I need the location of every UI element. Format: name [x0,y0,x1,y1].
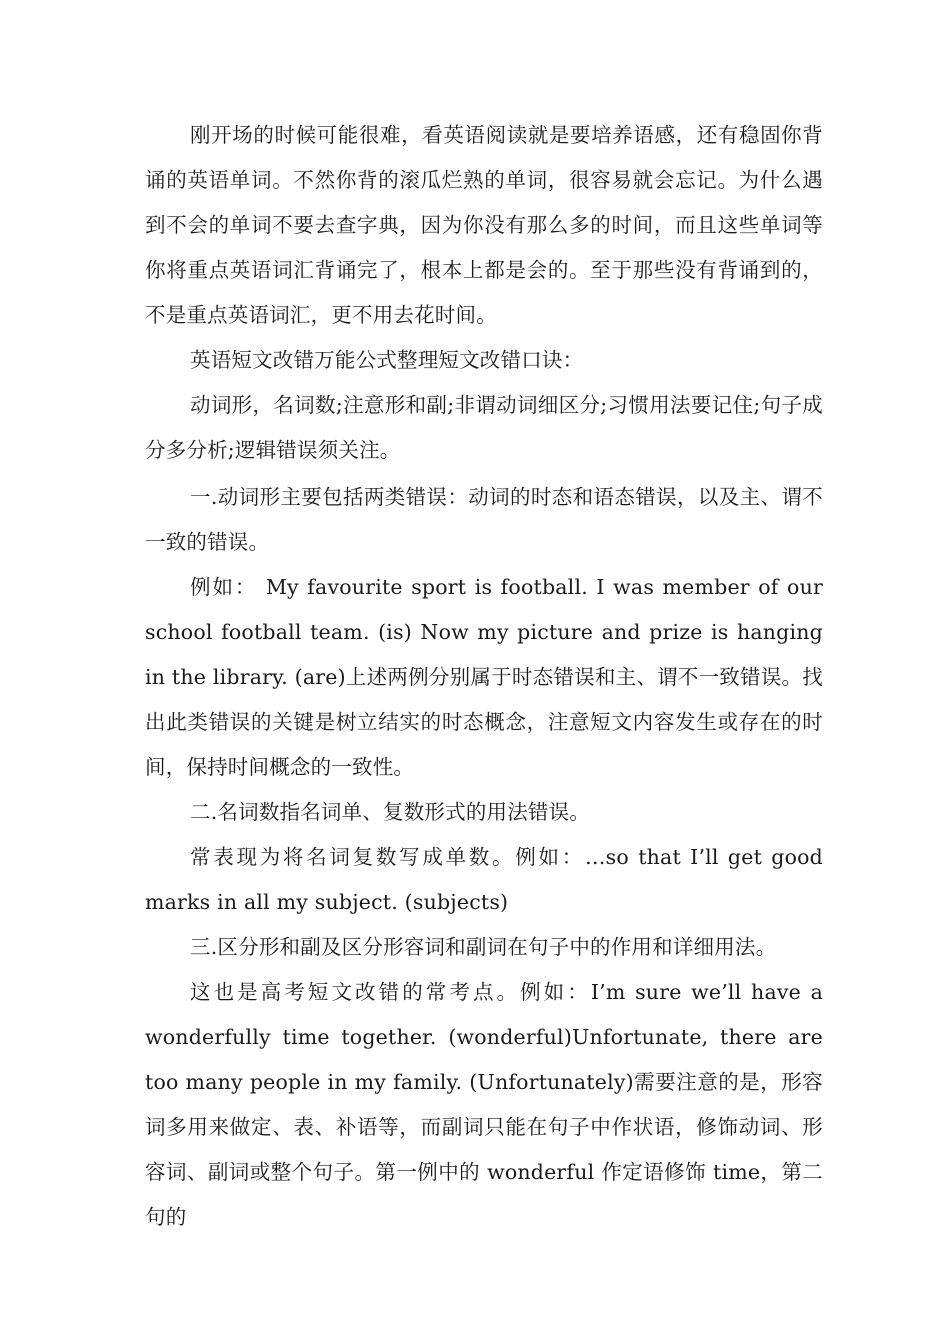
document-body [145,113,823,1240]
paragraph-formula-heading: 英语短文改错万能公式整理短文改错口诀： [190,348,584,372]
paragraph-section-1: 一.动词形主要包括两类错误：动词的时态和语态错误，以及主、谓不一致的错误。 [145,485,823,554]
paragraph-section-2: 二.名词数指名词单、复数形式的用法错误。 [190,800,591,824]
paragraph-section-3: 三.区分形和副及区分形容词和副词在句子中的作用和详细用法。 [190,935,777,959]
paragraph-example-2: 常表现为将名词复数写成单数。例如：…so that I’ll get good marks in all my subject. (subjects) [145,845,823,914]
paragraph-example-3: 这也是高考短文改错的常考点。例如：I’m sure we’ll have a wonderfully time together. (wonderful)Unfortunate, there are too many people in my family. (Unfortunately)需要注意的是，形容词多用来做定、表、补语等，而副词只能在句子中作状语，修饰动词、形容词、副词或整个句子。第一例中的 wonderful 作定语修饰 time，第二句的 [145,980,823,1229]
paragraph-mnemonic: 动词形，名词数;注意形和副;非谓动词细区分;习惯用法要记住;句子成分多分析;逻辑错误须关注。 [145,393,823,462]
paragraph-example-1: 例如： My favourite sport is football. I was member of our school football team. (is) Now my picture and prize is hanging in the library. (are)上述两例分别属于时态错误和主、谓不一致错误。找出此类错误的关键是树立结实的时态概念，注意短文内容发生或存在的时间，保持时间概念的一致性。 [145,575,823,779]
paragraph-reading-advice: 刚开场的时候可能很难，看英语阅读就是要培养语感，还有稳固你背诵的英语单词。不然你背的滚瓜烂熟的单词，很容易就会忘记。为什么遇到不会的单词不要去查字典，因为你没有那么多的时间，而且这些单词等你将重点英语词汇背诵完了，根本上都是会的。至于那些没有背诵到的，不是重点英语词汇，更不用去花时间。 [145,123,823,327]
